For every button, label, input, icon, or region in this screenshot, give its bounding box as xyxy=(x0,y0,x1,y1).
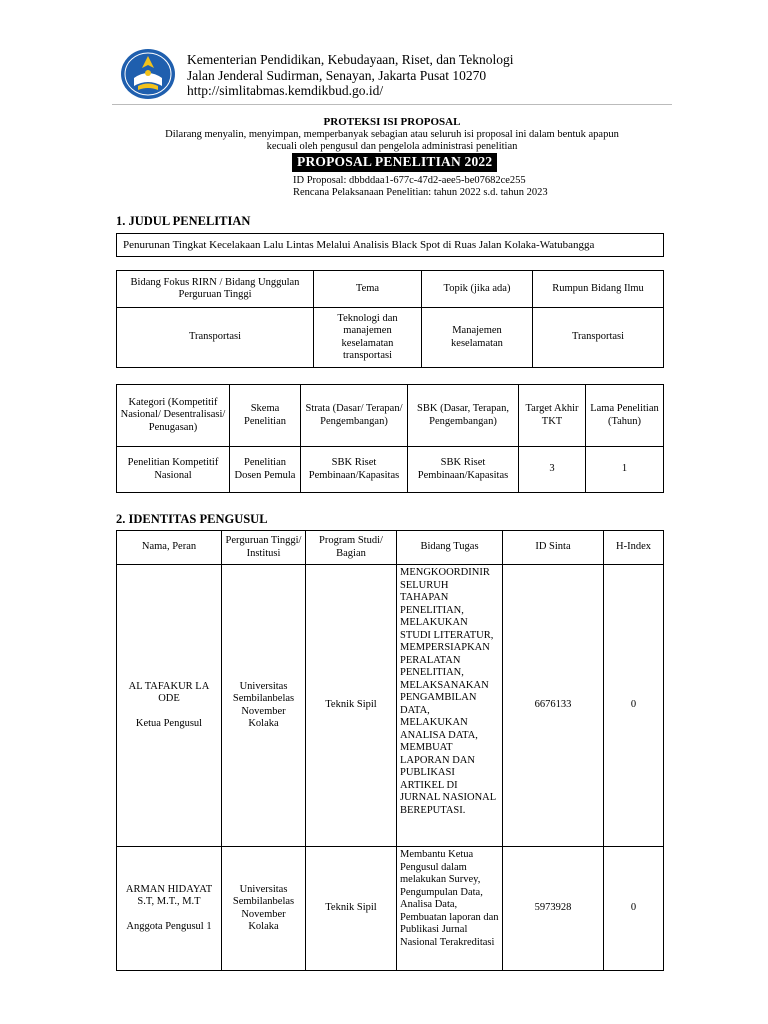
identity-header-hindex: H-Index xyxy=(604,531,664,565)
category-header-sbk: SBK (Dasar, Terapan, Pengembangan) xyxy=(408,385,519,447)
proposal-meta xyxy=(293,175,548,198)
focus-cell-bidang: Transportasi xyxy=(117,308,314,368)
table-row xyxy=(117,847,664,971)
research-title: Penurunan Tingkat Kecelakaan Lalu Lintas Melalui Analisis Black Spot di Ruas Jalan Kolaka-Watubangga xyxy=(117,234,664,257)
identity-header-tugas: Bidang Tugas xyxy=(397,531,503,565)
category-header-kategori: Kategori (Kompetitif Nasional/ Desentralisasi/ Penugasan) xyxy=(117,385,230,447)
focus-cell-rumpun: Transportasi xyxy=(533,308,664,368)
category-cell-sbk: SBK Riset Pembinaan/Kapasitas xyxy=(408,447,519,493)
header-line-url[interactable]: http://simlitabmas.kemdikbud.go.id/ xyxy=(187,83,384,98)
category-header-tkt: Target Akhir TKT xyxy=(519,385,586,447)
focus-header-bidang: Bidang Fokus RIRN / Bidang Unggulan Perguruan Tinggi xyxy=(117,271,314,308)
category-cell-lama: 1 xyxy=(586,447,664,493)
identity-header-institusi: Perguruan Tinggi/ Institusi xyxy=(222,531,306,565)
header-line-ministry: Kementerian Pendidikan, Kebudayaan, Riset, dan Teknologi xyxy=(187,52,514,67)
member-institution: Universitas Sembilanbelas November Kolaka xyxy=(222,565,306,847)
category-header-lama: Lama Penelitian (Tahun) xyxy=(586,385,664,447)
identity-header-nama: Nama, Peran xyxy=(117,531,222,565)
category-cell-skema: Penelitian Dosen Pemula xyxy=(230,447,301,493)
member-name: AL TAFAKUR LA ODE xyxy=(128,680,210,705)
identity-table xyxy=(116,530,664,971)
category-cell-strata: SBK Riset Pembinaan/Kapasitas xyxy=(301,447,408,493)
category-cell-kategori: Penelitian Kompetitif Nasional xyxy=(117,447,230,493)
member-task: MENGKOORDINIR SELURUH TAHAPAN PENELITIAN, MELAKUKAN STUDI LITERATUR, MEMPERSIAPKAN PERALATAN PENELITIAN, MELAKSANAKAN PENGAMBILAN DATA, MELAKUKAN ANALISA DATA, MEMBUAT LAPORAN DAN PUBLIKASI ARTIKEL DI JURNAL NASIONAL BEREPUTASI. xyxy=(397,565,503,847)
member-program: Teknik Sipil xyxy=(306,565,397,847)
section-heading-title: 1. JUDUL PENELITIAN xyxy=(116,214,251,228)
member-sinta: 6676133 xyxy=(503,565,604,847)
header-line-address: Jalan Jenderal Sudirman, Senayan, Jakarta Pusat 10270 xyxy=(187,67,487,83)
member-name-cell xyxy=(117,847,222,971)
focus-header-topik: Topik (jika ada) xyxy=(422,271,533,308)
focus-cell-topik: Manajemen keselamatan xyxy=(422,308,533,368)
identity-header-prodi: Program Studi/ Bagian xyxy=(306,531,397,565)
proposal-badge: PROPOSAL PENELITIAN 2022 xyxy=(292,153,497,172)
member-role: Ketua Pengusul xyxy=(135,717,203,729)
category-table xyxy=(116,384,664,493)
focus-table xyxy=(116,270,664,368)
category-header-strata: Strata (Dasar/ Terapan/ Pengembangan) xyxy=(301,385,408,447)
proposal-plan: Rencana Pelaksanaan Penelitian: tahun 2022 s.d. tahun 2023 xyxy=(293,186,548,198)
member-hindex: 0 xyxy=(604,565,664,847)
member-name: ARMAN HIDAYAT S.T, M.T., M.T xyxy=(125,883,213,908)
table-row xyxy=(117,565,664,847)
institution-header xyxy=(187,52,513,99)
protection-title: PROTEKSI ISI PROPOSAL xyxy=(323,116,461,128)
focus-header-rumpun: Rumpun Bidang Ilmu xyxy=(533,271,664,308)
member-name-cell xyxy=(117,565,222,847)
focus-cell-tema: Teknologi dan manajemen keselamatan transportasi xyxy=(314,308,422,368)
member-program: Teknik Sipil xyxy=(306,847,397,971)
focus-header-tema: Tema xyxy=(314,271,422,308)
identity-header-sinta: ID Sinta xyxy=(503,531,604,565)
proposal-id: ID Proposal: dbbddaa1-677c-47d2-aee5-be07682ce255 xyxy=(293,175,526,186)
header-divider xyxy=(112,104,672,105)
member-institution: Universitas Sembilanbelas November Kolaka xyxy=(222,847,306,971)
member-sinta: 5973928 xyxy=(503,847,604,971)
protection-notice xyxy=(112,129,672,153)
protection-line-2: kecuali oleh pengusul dan pengelola administrasi penelitian xyxy=(266,141,518,152)
section-heading-identity: 2. IDENTITAS PENGUSUL xyxy=(116,512,268,526)
member-hindex: 0 xyxy=(604,847,664,971)
category-cell-tkt: 3 xyxy=(519,447,586,493)
member-task: Membantu Ketua Pengusul dalam melakukan Survey, Pengumpulan Data, Analisa Data, Pembuatan laporan dan Publikasi Jurnal Nasional Terakreditasi xyxy=(397,847,503,971)
member-role: Anggota Pengusul 1 xyxy=(126,920,212,932)
category-header-skema: Skema Penelitian xyxy=(230,385,301,447)
protection-line-1: Dilarang menyalin, menyimpan, memperbanyak sebagian atau seluruh isi proposal ini dalam bentuk apapun xyxy=(165,129,619,140)
research-title-box xyxy=(116,233,664,257)
kemdikbud-logo-icon xyxy=(120,48,176,100)
